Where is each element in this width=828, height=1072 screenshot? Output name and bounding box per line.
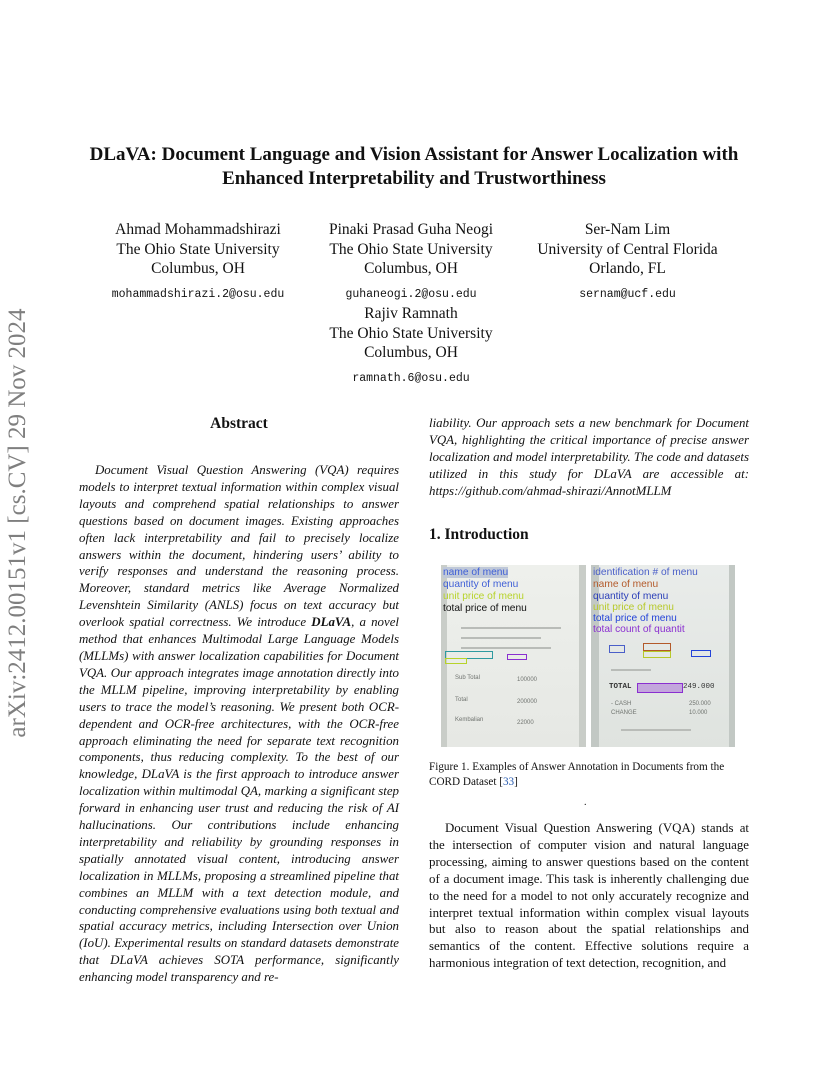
label-total-price: total price of menu — [593, 613, 677, 624]
blur-line — [461, 637, 541, 639]
caption-text: Figure 1. Examples of Answer Annotation in Documents from the CORD Dataset [ — [429, 761, 725, 788]
figure-receipt-left — [441, 565, 586, 747]
receipt-row-value: 250.000 — [689, 701, 711, 707]
author-location: Columbus, OH — [364, 260, 458, 277]
label-name-of-menu: name of menu — [443, 567, 509, 578]
receipt-row-value: 200000 — [517, 699, 538, 705]
annotation-box-total-price — [691, 650, 711, 657]
receipt-row-label: Kembalian — [455, 717, 484, 723]
intro-paragraph: Document Visual Question Answering (VQA) stands at the intersection of computer vision and natural language processing, aiming to answer questions based on the content of a document image. This task is inherently challenging due to the need for a model to not only accurately recognize and interpret textual information within complex visual layouts but also to reason about the spatial relationships and semantics of the content. Effective solutions require a harmonious integration of text detection, recognition, and — [429, 821, 749, 971]
title-line-1: DLaVA: Document Language and Vision Assistant for Answer Localization with — [89, 144, 739, 165]
stray-dot: . — [584, 797, 587, 808]
receipt-total-value: 249.000 — [683, 683, 715, 691]
author-name: Ser-Nam Lim — [584, 221, 671, 238]
author-affiliation: The Ohio State University — [329, 240, 493, 258]
caption-text-end: ] — [514, 776, 518, 788]
blur-line — [611, 669, 651, 671]
method-name: DLaVA — [311, 615, 352, 630]
abstract-paragraph — [79, 462, 399, 986]
author-email[interactable]: mohammadshirazi.2@osu.edu — [111, 287, 285, 301]
receipt-row-value: 22000 — [517, 720, 534, 726]
author-name: Rajiv Ramnath — [364, 305, 458, 322]
author-1 — [93, 220, 303, 304]
label-total-count: total count of quantit — [593, 624, 685, 635]
citation-link[interactable]: 33 — [502, 776, 515, 788]
blur-line — [461, 627, 561, 629]
blur-line — [461, 647, 551, 649]
author-affiliation: The Ohio State University — [329, 324, 493, 342]
author-2 — [306, 220, 516, 304]
title-line-2: Enhanced Interpretability and Trustworthiness — [222, 168, 606, 189]
receipt-row-value: 100000 — [517, 677, 538, 683]
author-email[interactable]: ramnath.6@osu.edu — [352, 371, 470, 385]
label-name-of-menu: name of menu — [593, 579, 659, 590]
receipt-row-label: - CASH — [611, 701, 632, 707]
arxiv-stamp: arXiv:2412.00151v1 [cs.CV] 29 Nov 2024 — [4, 308, 31, 738]
label-unit-price: unit price of menu — [593, 602, 674, 613]
blur-line — [621, 729, 691, 731]
receipt-row-label: Total — [455, 697, 468, 703]
author-name: Ahmad Mohammadshirazi — [115, 221, 281, 238]
author-email[interactable]: sernam@ucf.edu — [579, 287, 676, 301]
abstract-heading: Abstract — [210, 415, 268, 432]
annotation-box-id — [609, 645, 625, 653]
label-total-price: total price of menu — [443, 603, 527, 614]
abstract-continued — [429, 415, 749, 500]
author-affiliation: The Ohio State University — [116, 240, 280, 258]
abstract-text-post: , a novel method that enhances Multimodal Large Language Models (MLLMs) with answer localization capabilities for Document VQA. Our approach integrates image annotation directly into the MLLM pipeline, improving interpretability by enabling users to trace the model’s reasoning. We present both OCR-dependent and OCR-free architectures, with the OCR-free approach eliminating the need for separate text recognition components, thus reducing complexity. To the best of our knowledge, DLaVA is the first approach to introduce answer localization within multimodal QA, marking a significant step forward in enhancing user trust and reducing the risk of AI hallucinations. Our contributions include enhancing interpretability and reliability by grounding responses in spatially annotated visual content, introducing answer localization in MLLMs, proposing a streamlined pipeline that combines an MLLM with a text detection module, and conducting comprehensive evaluations using both textual and spatial accuracy metrics, including Intersection over Union (IoU). Experimental results on standard datasets demonstrate that DLaVA achieves SOTA performance, significantly enhancing model transparency and re- — [79, 615, 399, 985]
annotation-box-name — [643, 643, 671, 651]
receipt-row-label: Sub Total — [455, 675, 480, 681]
receipt-row-value: 10.000 — [689, 710, 708, 716]
annotation-box-unit-price — [643, 651, 671, 658]
figure-receipt-right — [591, 565, 735, 747]
label-unit-price: unit price of menu — [443, 591, 524, 602]
author-4 — [306, 304, 516, 388]
receipt-row-label: CHANGE — [611, 710, 637, 716]
abstract-body — [79, 462, 399, 986]
annotation-box-unit-price — [445, 658, 467, 664]
abstract-continued-text: liability. Our approach sets a new benchmark for Document VQA, highlighting the critical importance of precise answer localization and model interpretability. The code and datasets utilized in this study for DLaVA are accessible at: https://github.com/ahmad-shirazi/AnnotMLLM — [429, 416, 749, 498]
intro-body — [429, 820, 749, 972]
author-location: Columbus, OH — [364, 344, 458, 361]
author-location: Columbus, OH — [151, 260, 245, 277]
abstract-text-pre: Document Visual Question Answering (VQA) requires models to interpret textual information within complex visual layouts and comprehend spatial relationships to answer questions based on document images. Existing approaches often lack interpretability and fail to precisely localize answers within the document, hindering users’ ability to verify responses and understand the reasoning process. Moreover, standard metrics like Average Normalized Levenshtein Similarity (ANLS) focus on text accuracy but overlook spatial correctness. We introduce — [79, 463, 399, 630]
annotation-box-total-price — [507, 654, 527, 660]
author-3 — [520, 220, 735, 304]
figure-caption — [429, 760, 749, 790]
author-location: Orlando, FL — [589, 260, 666, 277]
author-affiliation: University of Central Florida — [537, 240, 718, 258]
intro-heading: 1. Introduction — [429, 526, 529, 543]
label-quantity-of-menu: quantity of menu — [443, 579, 519, 590]
receipt-total-label: TOTAL — [609, 683, 632, 691]
paper-title — [60, 143, 768, 191]
author-email[interactable]: guhaneogi.2@osu.edu — [345, 287, 477, 301]
label-identification: identification # of menu — [593, 567, 698, 578]
annotation-box-total-count — [637, 683, 683, 693]
label-quantity-of-menu: quantity of menu — [593, 591, 669, 602]
author-name: Pinaki Prasad Guha Neogi — [328, 221, 493, 238]
